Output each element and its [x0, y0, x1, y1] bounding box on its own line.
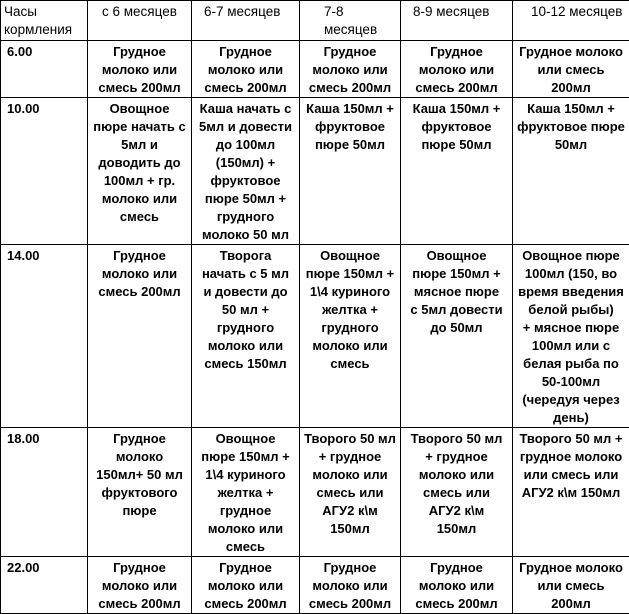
- table-row: [1, 428, 629, 557]
- feeding-time: 10.00: [1, 98, 88, 245]
- table-cell: Грудное молоко или смесь 200мл: [88, 41, 192, 98]
- table-cell: Грудное молоко или смесь 200мл: [192, 41, 300, 98]
- table-cell: Грудное молоко или смесь 200мл: [88, 245, 192, 428]
- table-cell: Творого 50 мл + грудное молоко или смесь или АГУ2 к\м 150мл: [513, 428, 629, 557]
- feeding-time: 18.00: [1, 428, 88, 557]
- table-cell: Грудное молоко или смесь 200мл: [300, 557, 401, 614]
- header-6-7-months: 6-7 месяцев: [192, 1, 300, 41]
- table-cell: Овощное пюре 150мл + мясное пюре с 5мл довести до 50мл: [401, 245, 513, 428]
- table-cell: Грудное молоко или смесь 200мл: [513, 41, 629, 98]
- feeding-time: 14.00: [1, 245, 88, 428]
- header-6-months: с 6 месяцев: [88, 1, 192, 41]
- table-cell: Творога начать с 5 мл и довести до 50 мл + грудного молоко или смесь 150мл: [192, 245, 300, 428]
- table-cell: Грудное молоко или смесь 200мл: [401, 41, 513, 98]
- table-cell: Творого 50 мл + грудное молоко или смесь или АГУ2 к\м 150мл: [401, 428, 513, 557]
- header-row: [1, 1, 629, 41]
- table-cell: Грудное молоко или смесь 200мл: [192, 557, 300, 614]
- header-10-12-months: 10-12 месяцев: [513, 1, 629, 41]
- table-cell: Каша 150мл + фруктовое пюре 50мл: [401, 98, 513, 245]
- table-cell: Овощное пюре 100мл (150, во время введения белой рыбы) + мясное пюре 100мл или с белая рыба по 50-100мл (чередуя через день): [513, 245, 629, 428]
- table-cell: Грудное молоко или смесь 200мл: [401, 557, 513, 614]
- table-cell: Грудное молоко 150мл+ 50 мл фруктового пюре: [88, 428, 192, 557]
- header-feeding-hours: Часы кормления: [1, 1, 88, 41]
- table-cell: Грудное молоко или смесь 200мл: [513, 557, 629, 614]
- feeding-time: 22.00: [1, 557, 88, 614]
- feeding-time: 6.00: [1, 41, 88, 98]
- table-cell: Овощное пюре начать с 5мл и доводить до 100мл + гр. молоко или смесь: [88, 98, 192, 245]
- table-cell: Овощное пюре 150мл + 1\4 куриного желтка + грудного молоко или смесь: [300, 245, 401, 428]
- table-row: [1, 557, 629, 614]
- table-cell: Каша начать с 5мл и довести до 100мл (150мл) + фруктовое пюре 50мл + грудного молоко 50 мл: [192, 98, 300, 245]
- table-cell: Грудное молоко или смесь 200мл: [88, 557, 192, 614]
- table-row: [1, 98, 629, 245]
- table-cell: Творого 50 мл + грудное молоко или смесь или АГУ2 к\м 150мл: [300, 428, 401, 557]
- table-row: [1, 41, 629, 98]
- table-cell: Каша 150мл + фруктовое пюре 50мл: [513, 98, 629, 245]
- table-row: [1, 245, 629, 428]
- table-cell: Грудное молоко или смесь 200мл: [300, 41, 401, 98]
- header-7-8-months: 7-8 месяцев: [300, 1, 401, 41]
- table-cell: Овощное пюре 150мл + 1\4 куриного желтка + грудное молоко или смесь: [192, 428, 300, 557]
- table-cell: Каша 150мл + фруктовое пюре 50мл: [300, 98, 401, 245]
- header-8-9-months: 8-9 месяцев: [401, 1, 513, 41]
